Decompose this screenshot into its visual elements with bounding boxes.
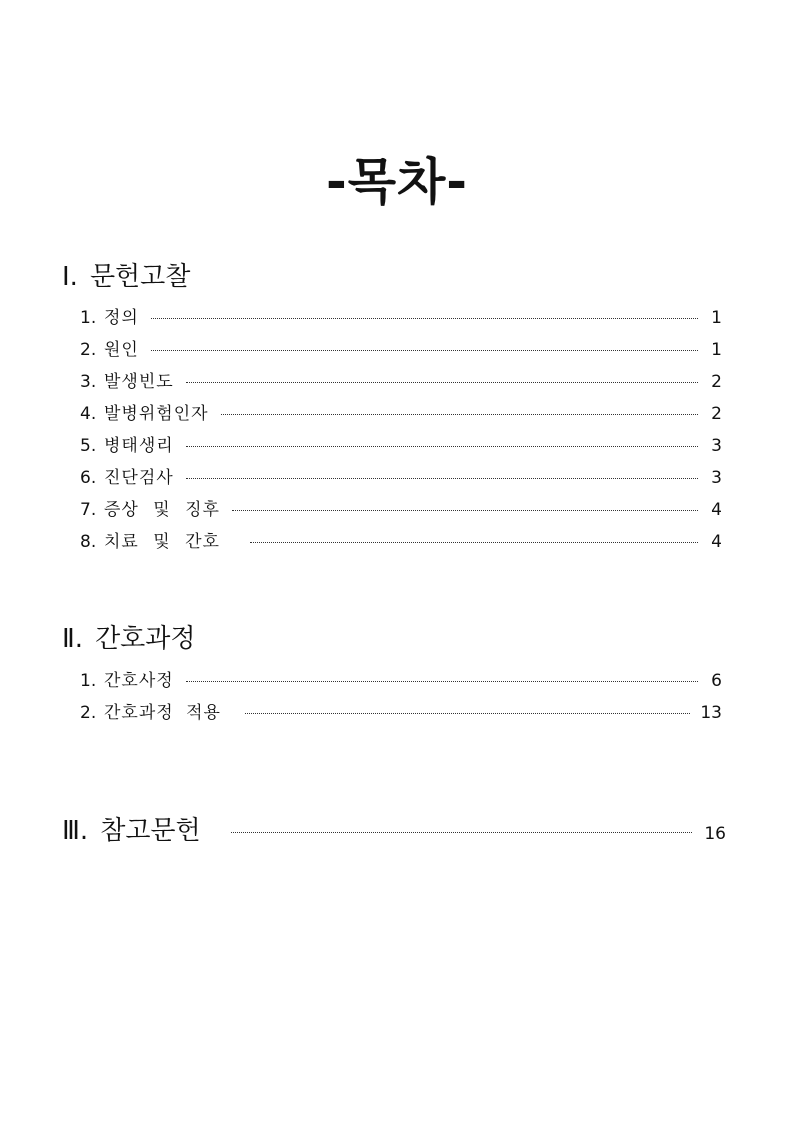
entry-page-number: 4 (711, 532, 722, 552)
toc-entry[interactable] (80, 338, 722, 362)
toc-entry[interactable] (80, 669, 722, 693)
entry-page-number: 16 (704, 824, 726, 844)
entry-label: 발병위험인자 (104, 404, 209, 424)
dot-leader (186, 478, 698, 479)
entry-label: 치료 및 간호 (104, 532, 220, 552)
entry-label: 병태생리 (104, 436, 174, 456)
toc-entry[interactable] (80, 306, 722, 330)
entry-page-number: 2 (711, 404, 722, 424)
entry-number: 8. (80, 532, 97, 552)
entry-label: 발생빈도 (104, 372, 174, 392)
toc-entry[interactable] (80, 402, 722, 426)
section-heading (62, 814, 201, 848)
section-title: 참고문헌 (100, 816, 201, 846)
page-title: -목차- (325, 152, 469, 211)
entry-page-number: 2 (711, 372, 722, 392)
dot-leader (186, 382, 698, 383)
toc-entry[interactable] (80, 466, 722, 490)
toc-entry[interactable] (80, 370, 722, 394)
entry-number: 4. (80, 404, 97, 424)
entry-page-number: 1 (711, 308, 722, 328)
section-heading (62, 260, 190, 294)
dot-leader (186, 681, 698, 682)
entry-page-number: 6 (711, 671, 722, 691)
section-title: 간호과정 (95, 624, 196, 654)
entry-page-number: 3 (711, 436, 722, 456)
toc-section-references[interactable] (62, 814, 726, 852)
entry-number: 7. (80, 500, 97, 520)
dot-leader (232, 510, 698, 511)
section-heading (62, 622, 196, 656)
dot-leader (186, 446, 698, 447)
toc-entry[interactable] (80, 498, 722, 522)
section-numeral: Ⅱ. (62, 624, 84, 654)
entry-number: 1. (80, 308, 97, 328)
section-numeral: Ⅰ. (62, 262, 78, 292)
section-numeral: Ⅲ. (62, 816, 89, 846)
dot-leader (151, 350, 698, 351)
entry-number: 3. (80, 372, 97, 392)
toc-entry[interactable] (80, 701, 722, 725)
toc-entry[interactable] (80, 530, 722, 554)
dot-leader (250, 542, 698, 543)
entry-page-number: 4 (711, 500, 722, 520)
entry-label: 증상 및 징후 (104, 500, 220, 520)
dot-leader (221, 414, 698, 415)
toc-entry[interactable] (80, 434, 722, 458)
entry-number: 6. (80, 468, 97, 488)
entry-number: 2. (80, 340, 97, 360)
entry-label: 정의 (104, 308, 139, 328)
dot-leader (245, 713, 690, 714)
entry-label: 간호과정 적용 (104, 703, 221, 723)
entry-number: 5. (80, 436, 97, 456)
dot-leader (231, 832, 693, 833)
entry-page-number: 3 (711, 468, 722, 488)
entry-page-number: 13 (700, 703, 722, 723)
entry-label: 간호사정 (104, 671, 174, 691)
entry-label: 원인 (104, 340, 139, 360)
section-title: 문헌고찰 (89, 262, 191, 292)
entry-number: 2. (80, 703, 97, 723)
dot-leader (151, 318, 698, 319)
entry-number: 1. (80, 671, 97, 691)
entry-label: 진단검사 (104, 468, 174, 488)
entry-page-number: 1 (711, 340, 722, 360)
